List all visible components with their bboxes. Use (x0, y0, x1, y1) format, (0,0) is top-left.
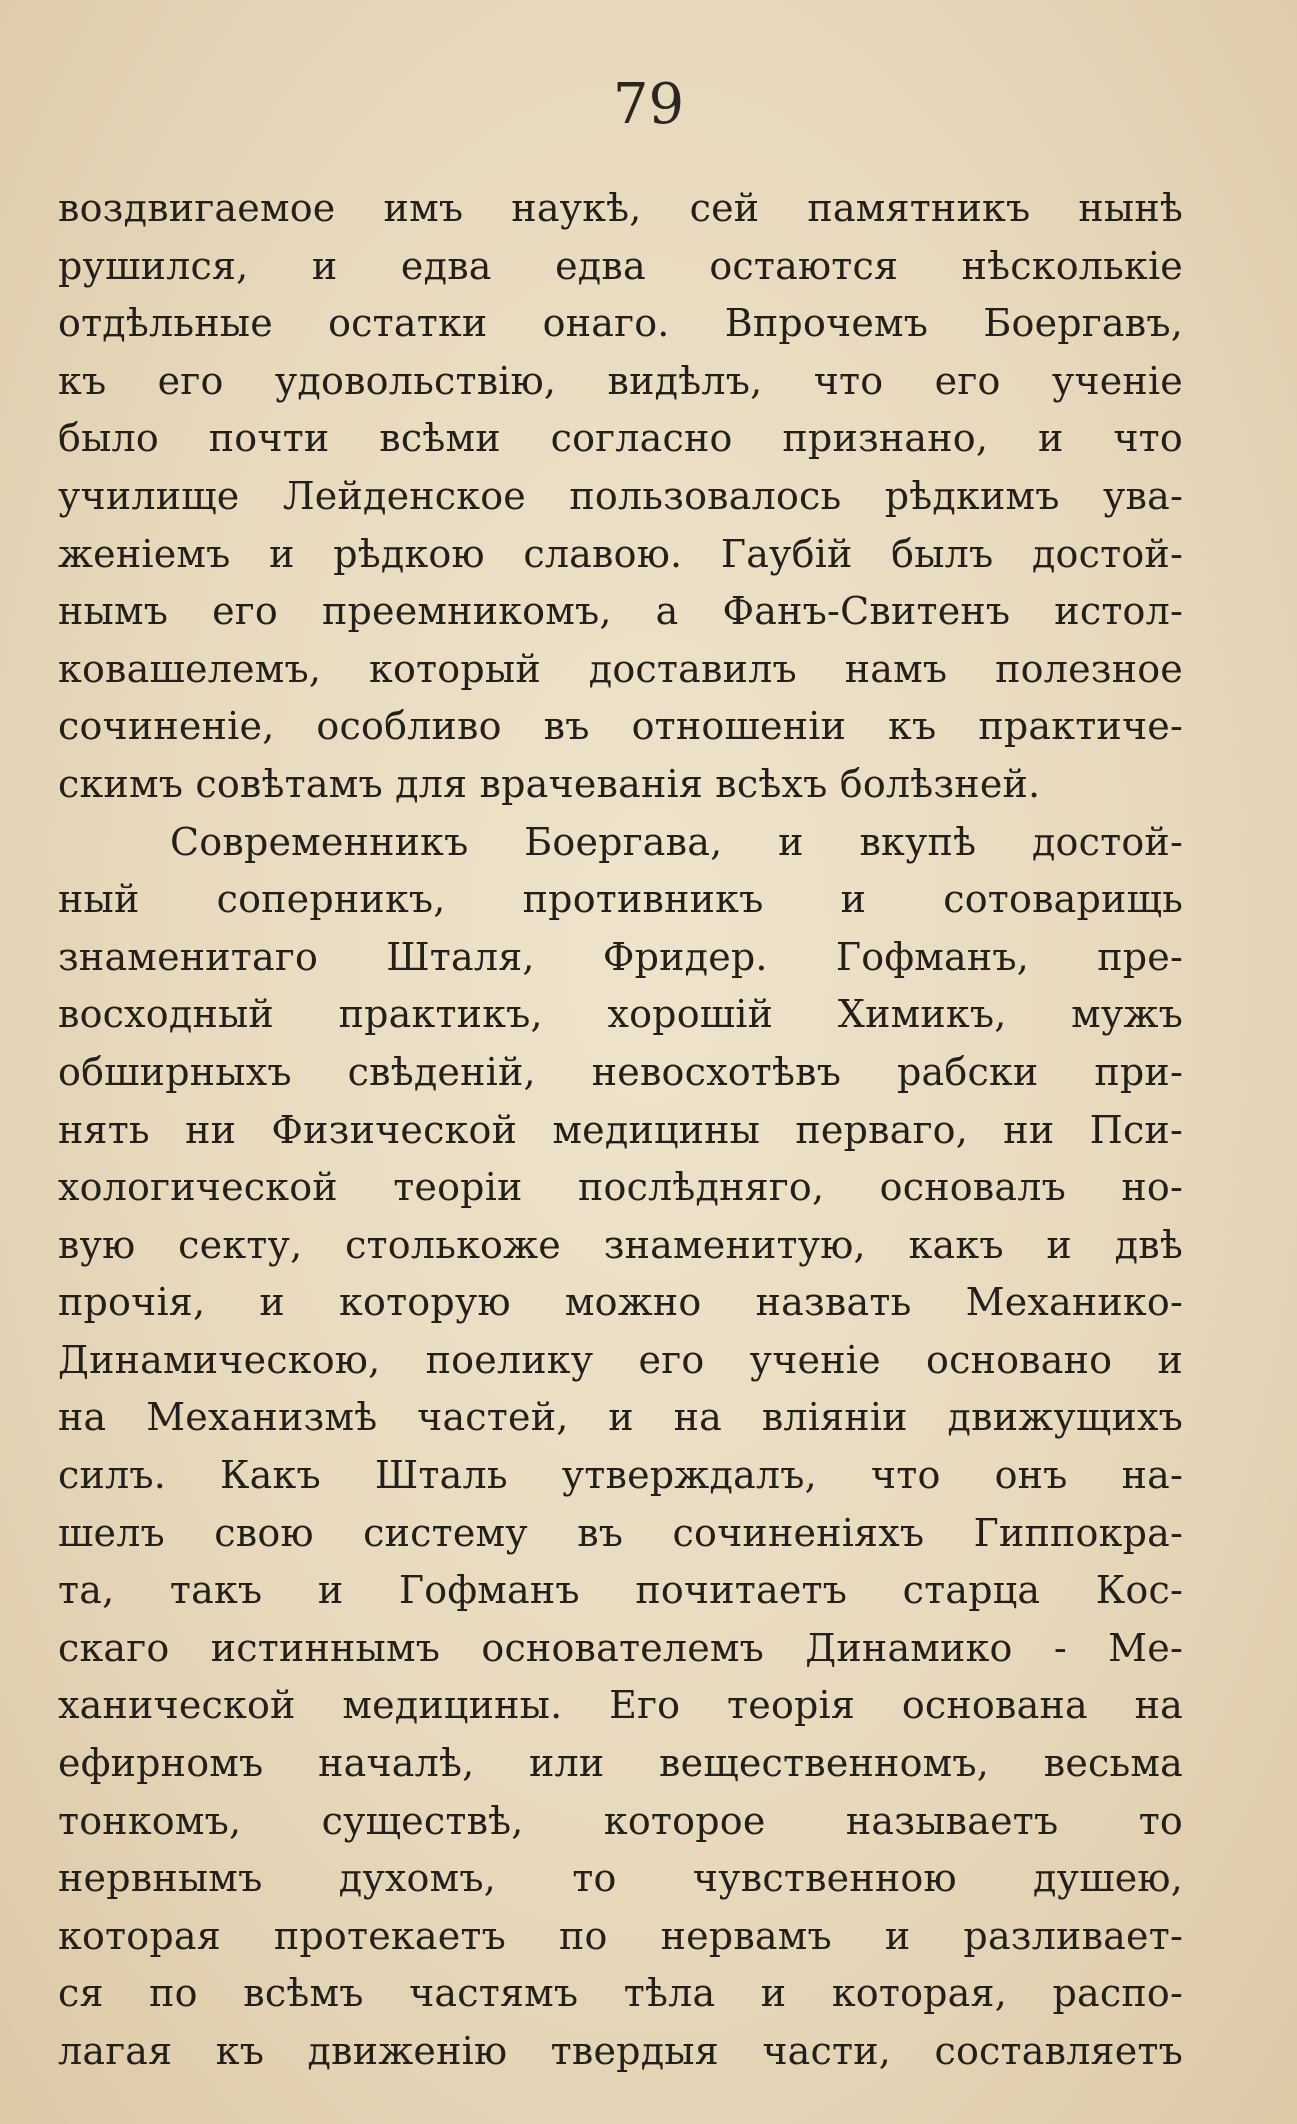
text-line: тонкомъ, существѣ, которое называетъ то (58, 1798, 1183, 1843)
text-line: Динамическою, поелику его ученie основано и (58, 1337, 1183, 1382)
text-line: нять ни Физической медицины перваго, ни Пси- (58, 1107, 1183, 1152)
text-line: прочiя, и которую можно назвать Механико- (58, 1280, 1183, 1325)
text-line: было почти всѣми согласно признано, и что (58, 416, 1183, 461)
text-line: восходный практикъ, хорошiй Химикъ, мужъ (58, 992, 1183, 1037)
body-text (58, 180, 1183, 2081)
text-line: рушился, и едва едва остаются нѣсколькie (58, 243, 1183, 288)
text-line: хологической теорiи послѣдняго, основалъ но- (58, 1165, 1183, 1210)
text-line: нымъ его преемникомъ, а Фанъ-Свитенъ истол- (58, 589, 1183, 634)
text-line: лагая къ движенiю твердыя части, составляетъ (58, 2029, 1183, 2073)
text-line: на Механизмѣ частей, и на влiянiи движущихъ (58, 1395, 1183, 1440)
text-line: ный соперникъ, противникъ и сотоварищь (58, 877, 1183, 922)
text-line: ефирномъ началѣ, или вещественномъ, весьма (58, 1741, 1183, 1786)
page-number: 79 (612, 72, 685, 137)
paragraph-end-line: скимъ совѣтамъ для врачеванiя всѣхъ болѣзней. (58, 761, 1041, 806)
text-line: знаменитаго Шталя, Фридер. Гофманъ, пре- (58, 934, 1183, 979)
text-line: ся по всѣмъ частямъ тѣла и которая, распо- (58, 1971, 1183, 2016)
text-line: женiемъ и рѣдкою славою. Гаубiй былъ достой- (58, 531, 1183, 576)
text-line: воздвигаемое имъ наукѣ, сей памятникъ нынѣ (58, 186, 1183, 230)
text-line: силъ. Какъ Шталь утверждалъ, что онъ на- (58, 1453, 1183, 1498)
text-line: училище Лейденское пользовалось рѣдкимъ ува- (58, 473, 1183, 518)
text-line: которая протекаетъ по нервамъ и разливает- (58, 1913, 1183, 1958)
text-line: отдѣльные остатки онаго. Впрочемъ Боергавъ, (58, 301, 1183, 346)
text-line: вую секту, столькоже знаменитую, какъ и двѣ (58, 1222, 1183, 1267)
paragraph-start-line: Современникъ Боергава, и вкупѣ достой- (170, 819, 1183, 864)
text-line: скаго истиннымъ основателемъ Динамико - Ме- (58, 1625, 1183, 1670)
text-line: сочиненie, особливо въ отношенiи къ практиче- (58, 704, 1183, 749)
text-line: та, такъ и Гофманъ почитаетъ старца Кос- (58, 1568, 1183, 1613)
text-line: шелъ свою систему въ сочиненiяхъ Гиппокра- (58, 1510, 1183, 1555)
text-line: къ его удовольствiю, видѣлъ, что его ученie (58, 358, 1183, 403)
text-line: ханической медицины. Его теорiя основана на (58, 1683, 1183, 1728)
text-line: нервнымъ духомъ, то чувственною душею, (58, 1856, 1183, 1901)
text-line: ковашелемъ, который доставилъ намъ полезное (58, 646, 1183, 691)
text-line: обширныхъ свѣденiй, невосхотѣвъ рабски при- (58, 1049, 1183, 1094)
